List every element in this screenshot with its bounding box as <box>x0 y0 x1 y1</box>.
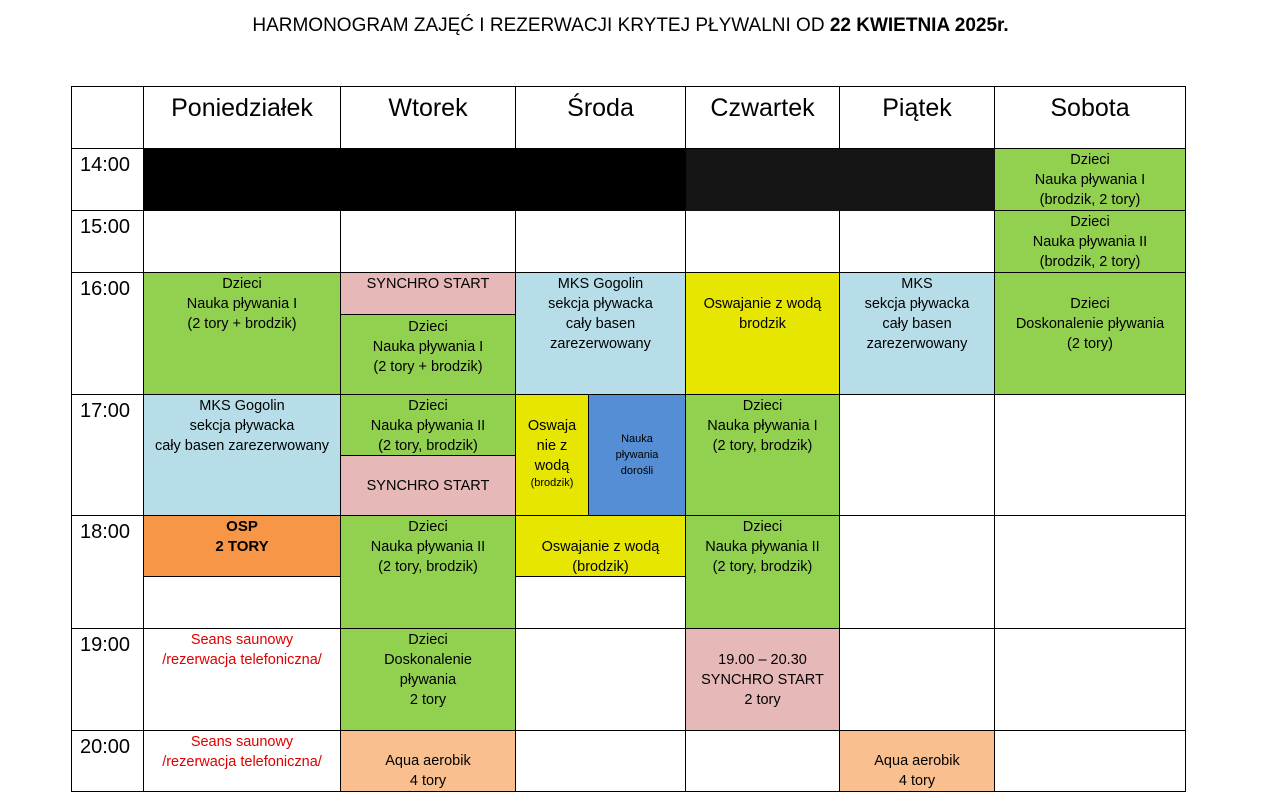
closed-block <box>144 149 686 211</box>
empty-cell <box>840 211 995 273</box>
day-header: Środa <box>516 86 686 149</box>
closed-block <box>686 149 995 211</box>
empty-cell <box>144 211 341 273</box>
empty-cell <box>995 731 1186 792</box>
class-block: Aqua aerobik 4 tory <box>840 731 995 792</box>
empty-cell <box>516 629 686 731</box>
time-label: 16:00 <box>71 273 144 395</box>
empty-cell <box>516 731 686 792</box>
class-block: MKS Gogolin sekcja pływacka cały basen zarezerwowany <box>144 395 341 516</box>
sauna-reservation: Seans saunowy /rezerwacja telefoniczna/ <box>144 731 341 792</box>
empty-cell <box>516 577 686 629</box>
day-header: Wtorek <box>341 86 516 149</box>
day-header: Piątek <box>840 86 995 149</box>
class-block: MKS sekcja pływacka cały basen zarezerwowany <box>840 273 995 395</box>
day-header: Poniedziałek <box>144 86 341 149</box>
empty-cell <box>516 211 686 273</box>
class-block: Dzieci Nauka pływania I (2 tory, brodzik) <box>686 395 840 516</box>
time-label: 18:00 <box>71 516 144 629</box>
class-block: Aqua aerobik 4 tory <box>341 731 516 792</box>
class-block: Dzieci Doskonalenie pływania (2 tory) <box>995 273 1186 395</box>
class-block: MKS Gogolin sekcja pływacka cały basen zarezerwowany <box>516 273 686 395</box>
class-block: SYNCHRO START <box>341 456 516 516</box>
empty-cell <box>341 211 516 273</box>
empty-cell <box>840 395 995 516</box>
page-title-date: 22 KWIETNIA 2025r. <box>829 15 1009 36</box>
class-block: Dzieci Nauka pływania I (2 tory + brodzik) <box>341 315 516 395</box>
empty-cell <box>840 629 995 731</box>
class-block: Dzieci Nauka pływania II (2 tory, brodzik) <box>341 395 516 456</box>
time-label: 14:00 <box>71 149 144 211</box>
class-block: Dzieci Nauka pływania II (2 tory, brodzik) <box>341 516 516 629</box>
empty-cell <box>840 516 995 629</box>
class-block: SYNCHRO START <box>341 273 516 315</box>
class-block: Dzieci Nauka pływania II (brodzik, 2 tory) <box>995 211 1186 273</box>
empty-cell <box>995 395 1186 516</box>
class-block: Oswaja nie z wodą (brodzik) <box>516 395 589 516</box>
time-label: 17:00 <box>71 395 144 516</box>
class-block: 19.00 – 20.30 SYNCHRO START 2 tory <box>686 629 840 731</box>
time-label: 20:00 <box>71 731 144 792</box>
day-header: Czwartek <box>686 86 840 149</box>
sauna-reservation: Seans saunowy /rezerwacja telefoniczna/ <box>144 629 341 731</box>
empty-cell <box>995 629 1186 731</box>
time-label: 19:00 <box>71 629 144 731</box>
class-block: Dzieci Nauka pływania I (2 tory + brodzik) <box>144 273 341 395</box>
corner-cell <box>71 86 144 149</box>
empty-cell <box>144 577 341 629</box>
class-block: Oswajanie z wodą (brodzik) <box>516 516 686 577</box>
class-block: Dzieci Doskonalenie pływania 2 tory <box>341 629 516 731</box>
class-block: Oswajanie z wodą brodzik <box>686 273 840 395</box>
empty-cell <box>995 516 1186 629</box>
empty-cell <box>686 731 840 792</box>
class-block: Dzieci Nauka pływania I (brodzik, 2 tory) <box>995 149 1186 211</box>
day-header: Sobota <box>995 86 1186 149</box>
class-block: Nauka pływania dorośli <box>589 395 686 516</box>
time-label: 15:00 <box>71 211 144 273</box>
page-title: HARMONOGRAM ZAJĘĆ I REZERWACJI KRYTEJ PŁYWALNI OD 22 KWIETNIA 2025r. <box>252 15 1009 36</box>
class-block: Dzieci Nauka pływania II (2 tory, brodzik) <box>686 516 840 629</box>
empty-cell <box>686 211 840 273</box>
class-block: OSP 2 TORY <box>144 516 341 577</box>
